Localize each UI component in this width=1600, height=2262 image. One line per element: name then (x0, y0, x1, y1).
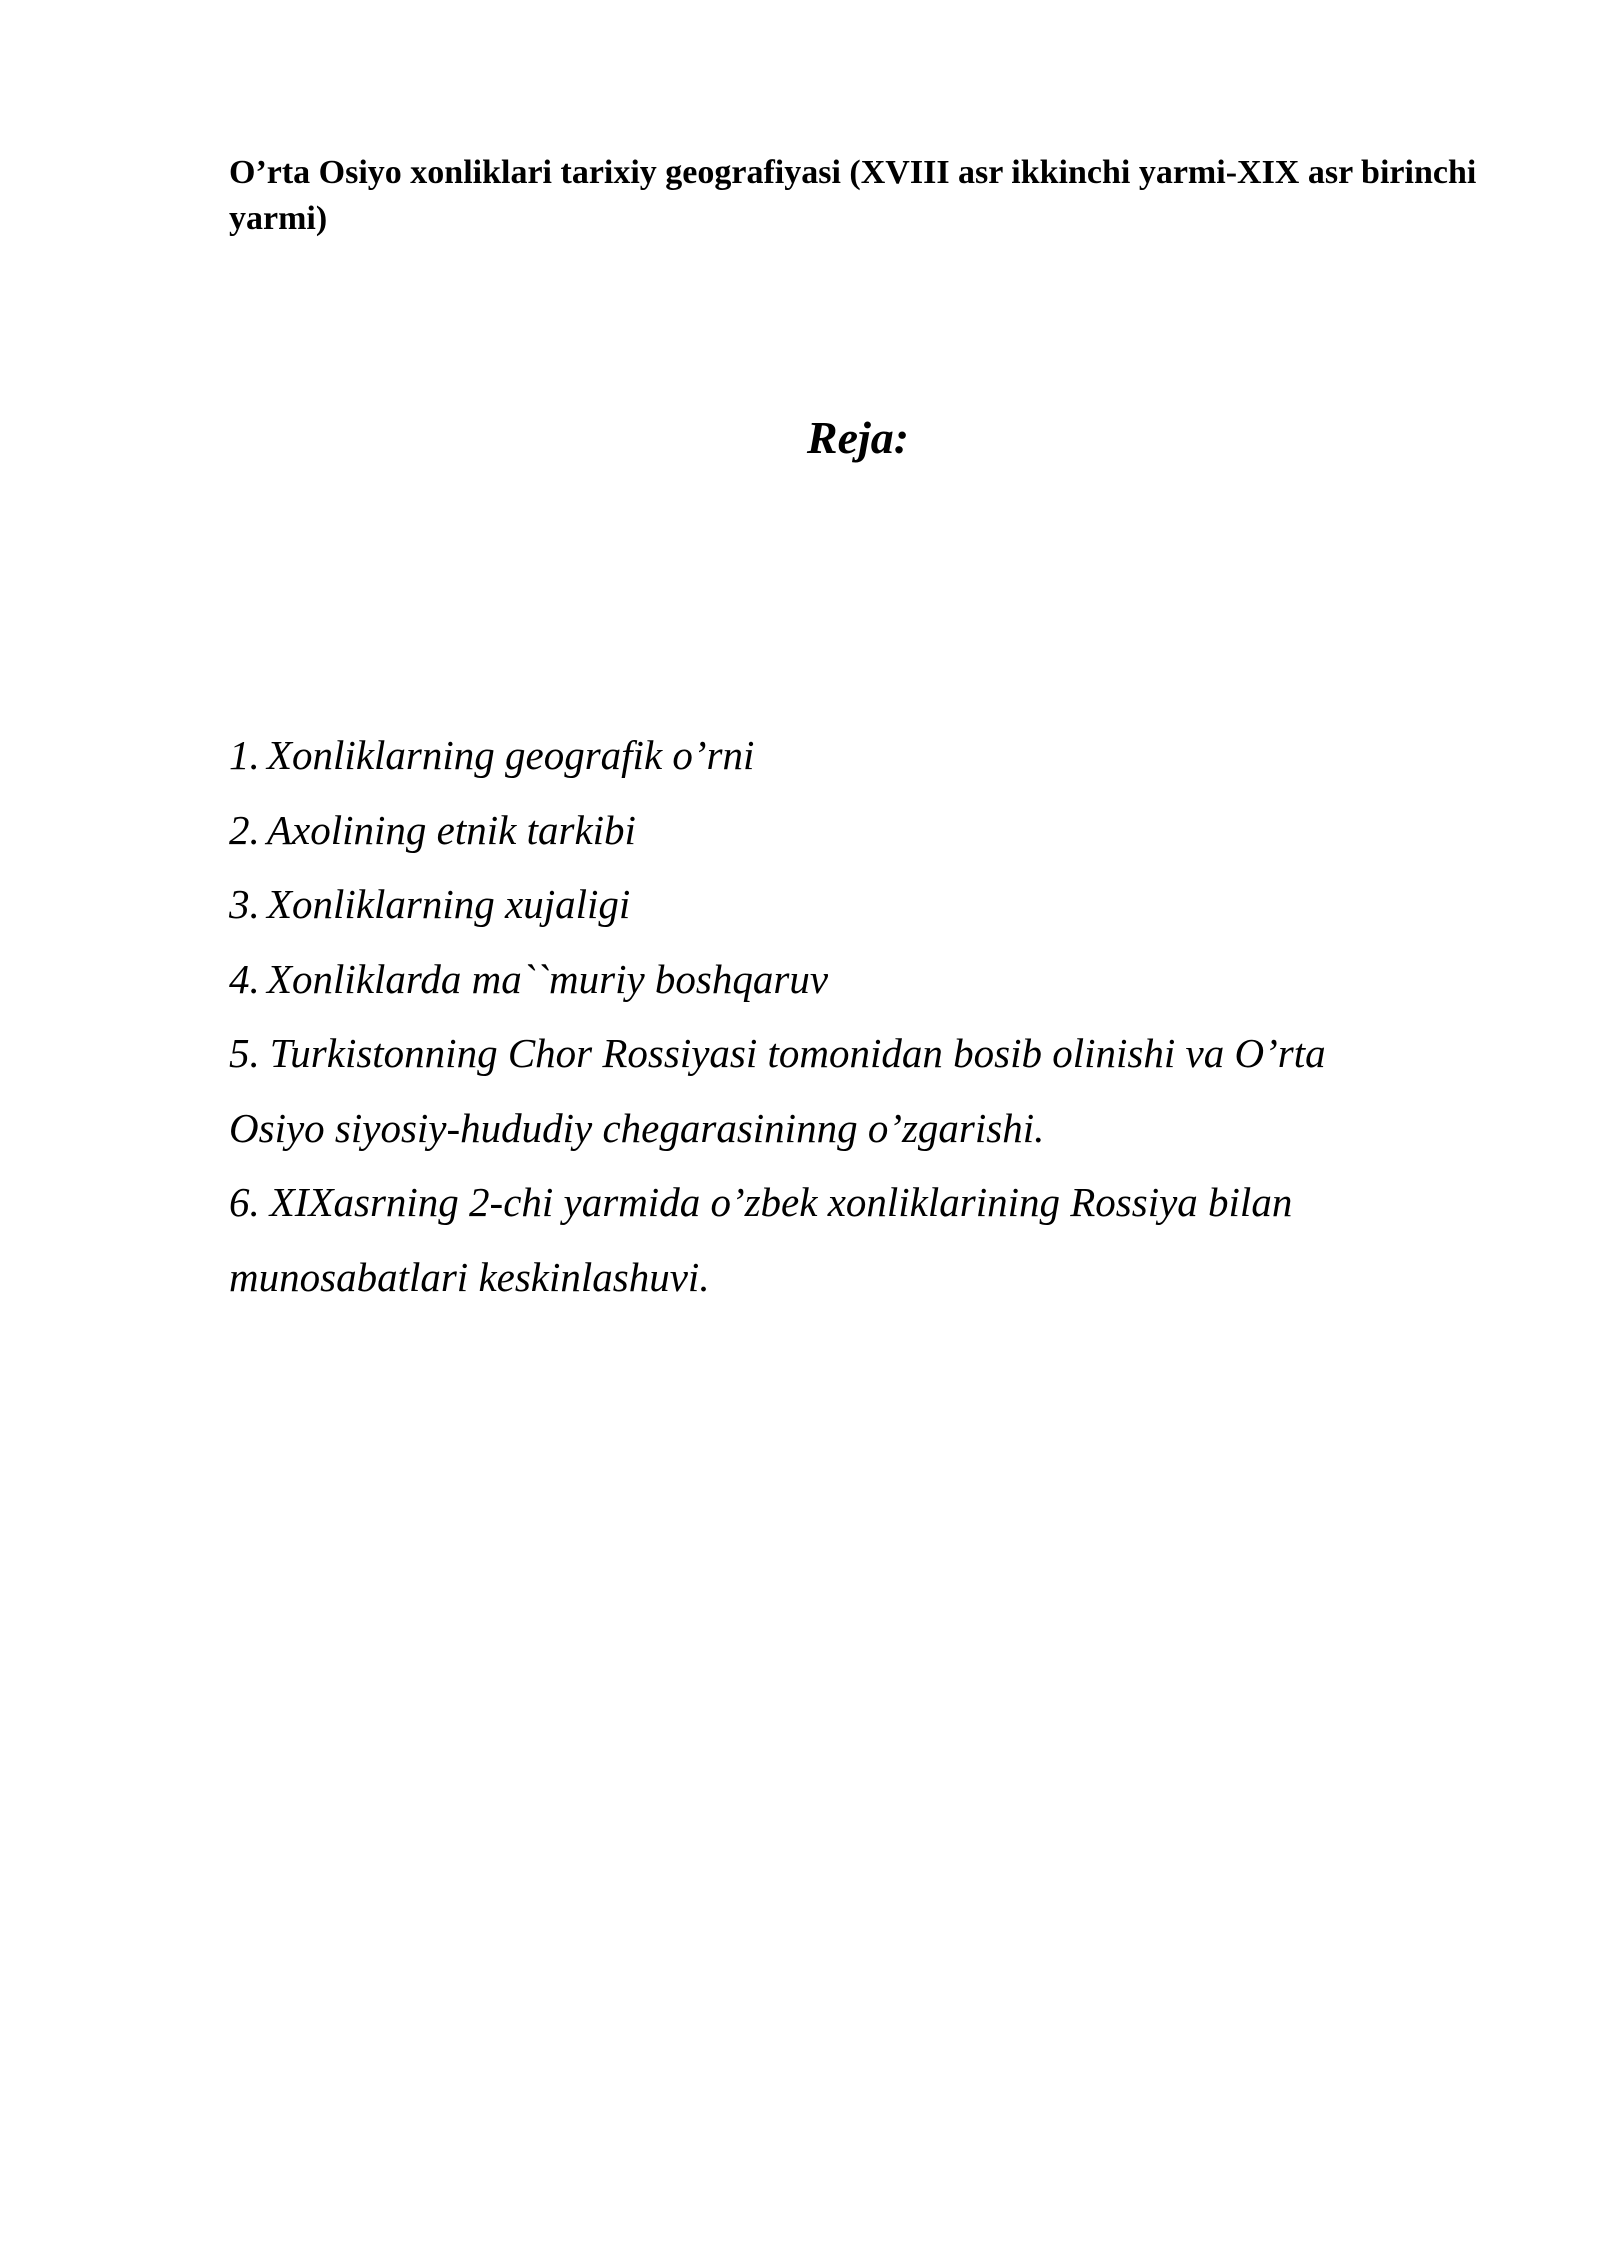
plan-item-number: 3. (229, 881, 260, 927)
plan-item-text: Xonliklarning geografik o’rni (267, 732, 755, 778)
plan-list (229, 718, 1429, 1314)
plan-item-text: Xonliklarning xujaligi (267, 881, 631, 927)
plan-item-6 (229, 1165, 1429, 1314)
plan-item-text: Xonliklarda ma``muriy boshqaruv (267, 955, 829, 1002)
document-title: O’rta Osiyo xonliklari tarixiy geografiyasi (XVIII asr ikkinchi yarmi-XIX asr birinchi yarmi) (229, 154, 1477, 237)
plan-item-text: Axolining etnik tarkibi (267, 806, 636, 853)
plan-item-number: 4. (229, 955, 260, 1002)
plan-item-text: Turkistonning Chor Rossiyasi tomonidan bosib olinishi va O’rta Osiyo siyosiy-hududiy chegarasininng o’zgarishi. (229, 1030, 1326, 1151)
plan-item-number: 1. (229, 732, 260, 778)
plan-item-2 (229, 793, 1429, 868)
plan-item-4 (229, 942, 1429, 1017)
plan-item-number: 2. (229, 806, 260, 853)
plan-item-number: 5. (229, 1030, 260, 1076)
plan-heading: Reja: (806, 412, 910, 463)
plan-item-3 (229, 867, 1429, 942)
plan-item-5 (229, 1016, 1429, 1165)
plan-item-1 (229, 718, 1429, 793)
plan-item-number: 6. (229, 1179, 260, 1225)
plan-item-text: XIXasrning 2-chi yarmida o’zbek xonliklarining Rossiya bilan munosabatlari keskinlashuvi. (229, 1179, 1293, 1300)
